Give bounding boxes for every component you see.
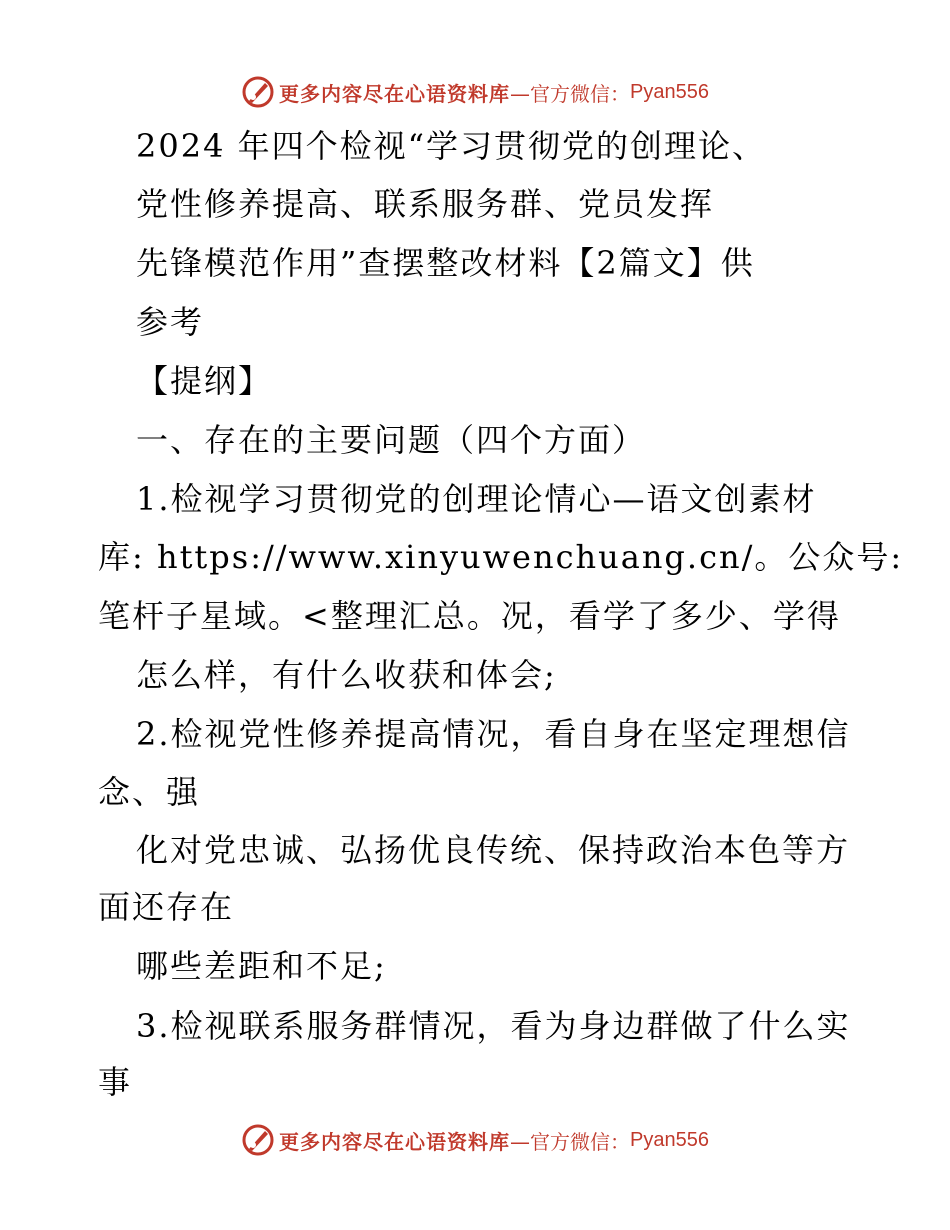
body-line: 2.检视党性修养提高情况，看自身在坚定理想信 [136,715,851,753]
body-line: 哪些差距和不足; [136,947,387,985]
body-line: 怎么样，有什么收获和体会; [136,656,557,694]
header-banner [0,72,950,112]
body-line: 3.检视联系服务群情况，看为身边群做了什么实 [136,1007,851,1045]
body-line: 库: https://www.xinyuwenchuang.cn/。公众号: [98,538,904,576]
banner-wechat-id: Pyan556 [630,80,709,103]
footer-banner [0,1120,950,1160]
banner-main-text: 更多内容尽在心语资料库 [279,81,511,106]
quill-logo-icon [241,1123,275,1157]
body-line: 化对党忠诚、弘扬优良传统、保持政治本色等方 [136,831,851,869]
outline-heading: 【提纲】 [136,362,273,400]
body-line: 念、强 [98,773,201,811]
body-line: 面还存在 [98,888,235,926]
title-line-4: 参考 [136,303,205,341]
body-line: 事 [98,1063,133,1101]
body-line: 1.检视学习贯彻党的创理论情心—语文创素材 [136,480,817,518]
banner-sep-text: —官方微信： [510,1129,631,1154]
banner-main-text: 更多内容尽在心语资料库 [279,1129,511,1154]
quill-logo-icon [241,75,275,109]
body-line: 笔杆子星域。<整理汇总。况，看学了多少、学得 [98,597,841,635]
title-line-3: 先锋模范作用”查摆整改材料【2篇文】供 [136,244,755,282]
banner-wechat-id: Pyan556 [630,1128,709,1151]
banner-sep-text: —官方微信： [510,81,631,106]
section-heading: 一、存在的主要问题（四个方面） [136,421,647,459]
title-line-2: 党性修养提高、联系服务群、党员发挥 [136,185,715,223]
title-line-1: 2024 年四个检视“学习贯彻党的创理论、 [136,127,766,165]
